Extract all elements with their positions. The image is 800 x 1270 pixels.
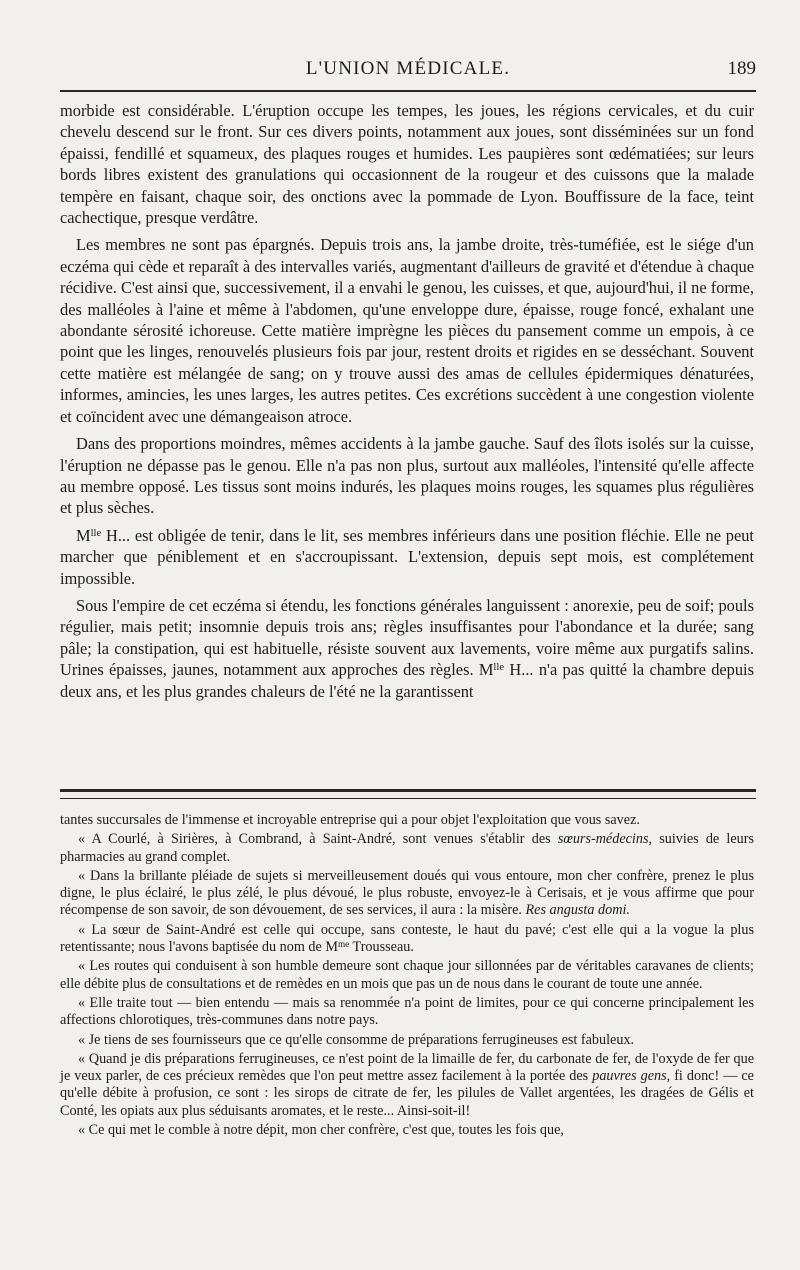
footnote-paragraph: « Elle traite tout — bien entendu — mais sa renommée n'a point de limites, pour ce qui concerne principalement les affections chlorotiques, très-communes dans notre pays. — [60, 994, 754, 1029]
footnote-paragraph: « Ce qui met le comble à notre dépit, mon cher confrère, c'est que, toutes les fois que, — [78, 1122, 564, 1139]
footnote-paragraph: « Les routes qui conduisent à son humble demeure sont chaque jour sillonnées par de véritables caravanes de clients; elle débite plus de consultations et de remèdes en un mois que pas un de nous dans le courant de toute une année. — [60, 958, 754, 992]
footnote-paragraph: « A Courlé, à Sirières, à Combrand, à Saint-André, sont venues s'établir des sœurs-médecins, suivies de leurs pharmacies au grand complet. — [60, 831, 754, 865]
main-text — [60, 100, 754, 708]
footnote-text — [60, 812, 754, 1141]
footnote-paragraph: « La sœur de Saint-André est celle qui occupe, sans conteste, le haut du pavé; c'est elle qui a la vogue la plus retentissante; nous l'avons baptisée du nom de $M^{me}$ Trousseau. — [60, 921, 754, 956]
footnote-paragraph: « Je tiens de ses fournisseurs que ce qu'elle consomme de préparations ferrugineuses est fabuleux. — [78, 1031, 635, 1048]
header-rule — [60, 90, 756, 92]
paragraph: Sous l'empire de cet eczéma si étendu, les fonctions générales languissent : anorexie, peu de soif; pouls régulier, mais petit; insomnie depuis trois ans; règles insuffisantes pour l'abondance et la durée; sang pâle; la constipation, qui est habituelle, résiste souvent aux lavements, voire même aux purgatifs salins. Urines épaisses, jaunes, notamment aux approches des règles. $M^{lle}$ H... n'a pas quitté la chambre depuis deux ans, et les plus grandes chaleurs de l'été ne la garantissent — [60, 595, 754, 701]
paragraph: morbide est considérable. L'éruption occupe les tempes, les joues, les régions cervicales, et du cuir chevelu descend sur le front. Sur ces divers points, notamment aux joues, sont disséminées sur un fond épaissi, fendillé et squameux, des plaques rouges et humides. Les paupières sont œdématiées; sur leurs bords libres existent des granulations qui occasionnent de la rougeur et des cuissons que la malade tempère en faisant, chaque soir, des onctions avec la pommade de Lyon. Bouffissure de la face, teint cachectique, presque verdâtre. — [60, 101, 754, 228]
running-title: L'UNION MÉDICALE. — [305, 58, 511, 79]
footnote-paragraph: tantes succursales de l'immense et incroyable entreprise qui a pour objet l'exploitation que vous savez. — [60, 812, 640, 828]
page-number: 189 — [727, 58, 756, 79]
page-header — [60, 58, 756, 84]
footnote-separator — [60, 789, 756, 799]
footnote-paragraph: « Dans la brillante pléiade de sujets si merveilleusement doués qui vous entoure, mon cher confrère, prenez le plus digne, le plus éclairé, le plus zélé, le plus dévoué, le plus robuste, envoyez-le à Cerisais, et je vous affirme que pour récompense de son savoir, de son dévouement, de ses services, il aura : la misère. Res angusta domi. — [60, 867, 754, 919]
footnote-paragraph: « Quand je dis préparations ferrugineuses, ce n'est point de la limaille de fer, du carbonate de fer, de l'oxyde de fer que je veux parler, de ces précieux remèdes que l'on peut mettre assez facilement à la portée des pauvres gens, fi donc! — ce qu'elle débite à profusion, ce sont : les sirops de citrate de fer, les pilules de Vallet argentées, les dragées de Gélis et Conté, les opiats aux plus séduisants aromates, et le reste... Ainsi-soit-il! — [60, 1050, 754, 1119]
paragraph: Les membres ne sont pas épargnés. Depuis trois ans, la jambe droite, très-tuméfiée, est le siége d'un eczéma qui cède et reparaît à des intervalles variés, augmentant d'ailleurs de gravité et d'étendue à chaque récidive. C'est ainsi que, successivement, il a envahi le genou, les cuisses, et que, aujourd'hui, il ne forme, des malléoles à l'aine et même à l'abdomen, qu'une enveloppe dure, épaisse, rouge foncé, exhalant une abondante sérosité ichoreuse. Cette matière imprègne les pièces du pansement comme un empois, à ce point que les linges, renouvelés plusieurs fois par jour, restent droits et rigides en se desséchant. Souvent cette matière est mélangée de sang; on y trouve aussi des amas de cellules épidermiques dénaturées, informes, amincies, les unes larges, les autres petites. Ces excrétions succèdent à une congestion violente et coïncident avec une démangeaison atroce. — [60, 235, 754, 426]
paragraph: $M^{lle}$ H... est obligée de tenir, dans le lit, ses membres inférieurs dans une position fléchie. Elle ne peut marcher que péniblement et en s'accroupissant. L'extension, depuis sept mois, est complétement impossible. — [60, 525, 754, 588]
paragraph: Dans des proportions moindres, mêmes accidents à la jambe gauche. Sauf des îlots isolés sur la cuisse, l'éruption ne dépasse pas le genou. Elle n'a pas non plus, surtout aux malléoles, l'intensité qu'elle affecte au membre opposé. Les tissus sont moins indurés, les plaques moins rouges, les squames plus régulières et plus sèches. — [60, 434, 754, 518]
